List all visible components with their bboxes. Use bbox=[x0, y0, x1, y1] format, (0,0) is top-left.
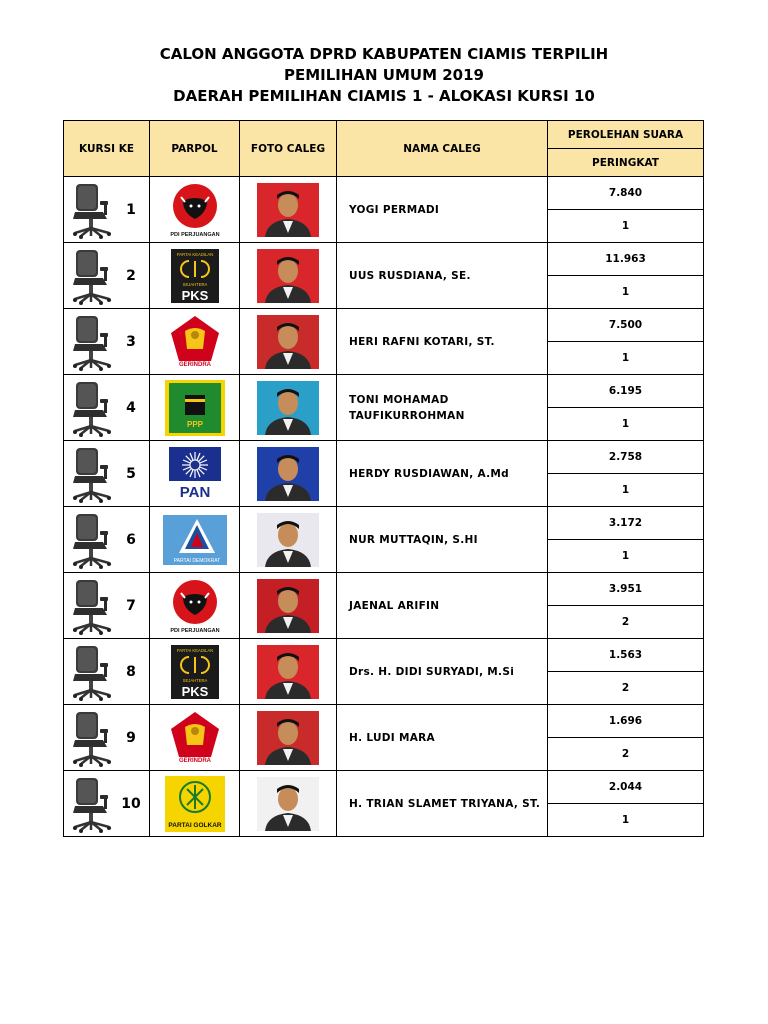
rank-value: 1 bbox=[548, 474, 704, 507]
golkar-logo-icon bbox=[163, 775, 227, 833]
kursi-cell bbox=[64, 177, 150, 243]
candidate-name: H. TRIAN SLAMET TRIYANA, ST. bbox=[337, 771, 548, 837]
svg-text:PAN: PAN bbox=[179, 483, 210, 501]
kursi-number: 4 bbox=[126, 399, 136, 416]
candidate-photo bbox=[257, 777, 319, 831]
rank-value: 1 bbox=[548, 540, 704, 573]
foto-cell bbox=[240, 309, 337, 375]
kursi-number: 3 bbox=[126, 333, 136, 350]
vote-count: 2.758 bbox=[548, 441, 704, 474]
parpol-cell bbox=[150, 639, 240, 705]
parpol-cell bbox=[150, 375, 240, 441]
candidate-name: Drs. H. DIDI SURYADI, M.Si bbox=[337, 639, 548, 705]
pks-logo-icon bbox=[163, 643, 227, 701]
rank-value: 1 bbox=[548, 210, 704, 243]
rank-value: 2 bbox=[548, 606, 704, 639]
kursi-cell bbox=[64, 573, 150, 639]
rank-value: 2 bbox=[548, 672, 704, 705]
results-table bbox=[63, 120, 704, 837]
candidate-name: NUR MUTTAQIN, S.HI bbox=[337, 507, 548, 573]
svg-text:GERINDRA: GERINDRA bbox=[178, 757, 211, 764]
header-kursi: KURSI KE bbox=[64, 121, 150, 177]
office-chair-icon bbox=[69, 775, 115, 835]
office-chair-icon bbox=[69, 709, 115, 769]
candidate-photo bbox=[257, 645, 319, 699]
title-line-2: PEMILIHAN UMUM 2019 bbox=[283, 66, 484, 84]
vote-count: 7.500 bbox=[548, 309, 704, 342]
kursi-cell bbox=[64, 243, 150, 309]
vote-count: 7.840 bbox=[548, 177, 704, 210]
kursi-number: 5 bbox=[126, 465, 136, 482]
header-suara: PEROLEHAN SUARA bbox=[548, 121, 704, 149]
office-chair-icon bbox=[69, 643, 115, 703]
kursi-cell bbox=[64, 507, 150, 573]
vote-count: 11.963 bbox=[548, 243, 704, 276]
parpol-cell bbox=[150, 705, 240, 771]
rank-value: 1 bbox=[548, 804, 704, 837]
ppp-logo-icon bbox=[163, 379, 227, 437]
svg-text:PDI PERJUANGAN: PDI PERJUANGAN bbox=[169, 231, 220, 238]
kursi-number: 10 bbox=[121, 795, 141, 812]
table-row bbox=[64, 375, 704, 408]
office-chair-icon bbox=[69, 379, 115, 439]
demokrat-logo-icon bbox=[163, 511, 227, 569]
results-table-body bbox=[64, 177, 704, 837]
foto-cell bbox=[240, 375, 337, 441]
svg-text:GERINDRA: GERINDRA bbox=[178, 361, 211, 368]
table-row bbox=[64, 309, 704, 342]
foto-cell bbox=[240, 639, 337, 705]
office-chair-icon bbox=[69, 181, 115, 241]
kursi-number: 1 bbox=[126, 201, 136, 218]
page-title-block bbox=[0, 44, 768, 107]
gerindra-logo-icon bbox=[163, 709, 227, 767]
table-row bbox=[64, 705, 704, 738]
pan-logo-icon bbox=[163, 445, 227, 503]
candidate-photo bbox=[257, 249, 319, 303]
kursi-number: 7 bbox=[126, 597, 136, 614]
rank-value: 1 bbox=[548, 276, 704, 309]
parpol-cell bbox=[150, 441, 240, 507]
office-chair-icon bbox=[69, 445, 115, 505]
rank-value: 2 bbox=[548, 738, 704, 771]
office-chair-icon bbox=[69, 511, 115, 571]
foto-cell bbox=[240, 705, 337, 771]
candidate-photo bbox=[257, 315, 319, 369]
vote-count: 6.195 bbox=[548, 375, 704, 408]
candidate-name: JAENAL ARIFIN bbox=[337, 573, 548, 639]
table-row bbox=[64, 507, 704, 540]
candidate-photo bbox=[257, 183, 319, 237]
foto-cell bbox=[240, 573, 337, 639]
candidate-name: HERDY RUSDIAWAN, A.Md bbox=[337, 441, 548, 507]
title-line-1: CALON ANGGOTA DPRD KABUPATEN CIAMIS TERPILIH bbox=[159, 45, 609, 63]
header-nama: NAMA CALEG bbox=[337, 121, 548, 177]
kursi-number: 6 bbox=[126, 531, 136, 548]
vote-count: 1.563 bbox=[548, 639, 704, 672]
title-line-3: DAERAH PEMILIHAN CIAMIS 1 - ALOKASI KURSI 10 bbox=[173, 87, 595, 105]
office-chair-icon bbox=[69, 577, 115, 637]
parpol-cell bbox=[150, 573, 240, 639]
kursi-cell bbox=[64, 705, 150, 771]
table-row bbox=[64, 243, 704, 276]
candidate-name: HERI RAFNI KOTARI, ST. bbox=[337, 309, 548, 375]
gerindra-logo-icon bbox=[163, 313, 227, 371]
parpol-cell bbox=[150, 507, 240, 573]
kursi-cell bbox=[64, 375, 150, 441]
kursi-cell bbox=[64, 309, 150, 375]
parpol-cell bbox=[150, 243, 240, 309]
svg-text:PARTAI DEMOKRAT: PARTAI DEMOKRAT bbox=[173, 557, 220, 564]
kursi-number: 2 bbox=[126, 267, 136, 284]
svg-text:SEJAHTERA: SEJAHTERA bbox=[182, 677, 207, 683]
vote-count: 3.172 bbox=[548, 507, 704, 540]
pks-logo-icon bbox=[163, 247, 227, 305]
header-peringkat: PERINGKAT bbox=[548, 149, 704, 177]
office-chair-icon bbox=[69, 247, 115, 307]
parpol-cell bbox=[150, 309, 240, 375]
header-foto: FOTO CALEG bbox=[240, 121, 337, 177]
candidate-photo bbox=[257, 579, 319, 633]
kursi-cell bbox=[64, 441, 150, 507]
rank-value: 1 bbox=[548, 408, 704, 441]
foto-cell bbox=[240, 771, 337, 837]
svg-text:PKS: PKS bbox=[181, 683, 208, 699]
svg-text:PDI PERJUANGAN: PDI PERJUANGAN bbox=[169, 627, 220, 634]
table-row bbox=[64, 639, 704, 672]
vote-count: 1.696 bbox=[548, 705, 704, 738]
header-parpol: PARPOL bbox=[150, 121, 240, 177]
foto-cell bbox=[240, 441, 337, 507]
svg-text:PARTAI KEADILAN: PARTAI KEADILAN bbox=[176, 251, 213, 257]
kursi-number: 9 bbox=[126, 729, 136, 746]
foto-cell bbox=[240, 177, 337, 243]
candidate-name: UUS RUSDIANA, SE. bbox=[337, 243, 548, 309]
foto-cell bbox=[240, 507, 337, 573]
candidate-photo bbox=[257, 513, 319, 567]
svg-text:PPP: PPP bbox=[186, 419, 203, 429]
kursi-cell bbox=[64, 771, 150, 837]
svg-text:PKS: PKS bbox=[181, 287, 208, 303]
parpol-cell bbox=[150, 771, 240, 837]
vote-count: 3.951 bbox=[548, 573, 704, 606]
candidate-name: TONI MOHAMAD TAUFIKURROHMAN bbox=[337, 375, 548, 441]
pdi-logo-icon bbox=[163, 577, 227, 635]
parpol-cell bbox=[150, 177, 240, 243]
table-row bbox=[64, 177, 704, 210]
office-chair-icon bbox=[69, 313, 115, 373]
table-row bbox=[64, 573, 704, 606]
rank-value: 1 bbox=[548, 342, 704, 375]
svg-text:PARTAI KEADILAN: PARTAI KEADILAN bbox=[176, 647, 213, 653]
table-row bbox=[64, 441, 704, 474]
vote-count: 2.044 bbox=[548, 771, 704, 804]
pdi-logo-icon bbox=[163, 181, 227, 239]
candidate-photo bbox=[257, 447, 319, 501]
svg-text:SEJAHTERA: SEJAHTERA bbox=[182, 281, 207, 287]
table-row bbox=[64, 771, 704, 804]
candidate-photo bbox=[257, 711, 319, 765]
kursi-number: 8 bbox=[126, 663, 136, 680]
svg-text:PARTAI GOLKAR: PARTAI GOLKAR bbox=[167, 821, 222, 829]
candidate-name: H. LUDI MARA bbox=[337, 705, 548, 771]
candidate-name: YOGI PERMADI bbox=[337, 177, 548, 243]
kursi-cell bbox=[64, 639, 150, 705]
foto-cell bbox=[240, 243, 337, 309]
candidate-photo bbox=[257, 381, 319, 435]
